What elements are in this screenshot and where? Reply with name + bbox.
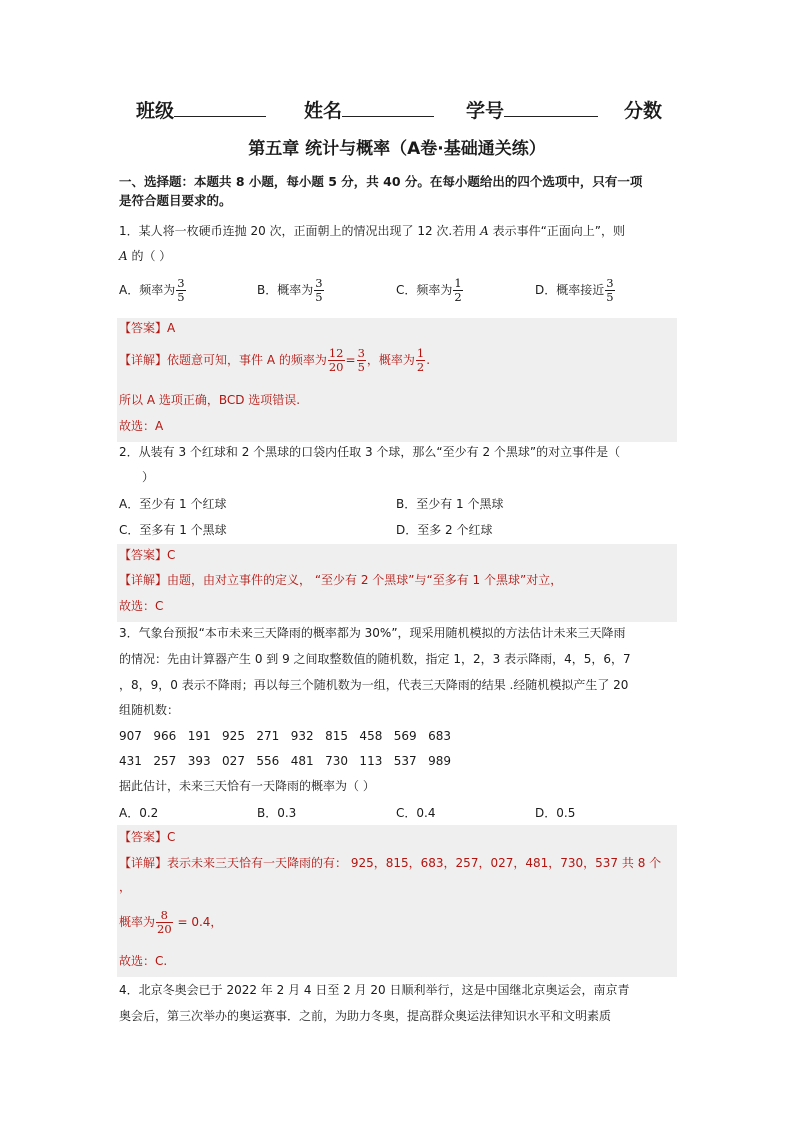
answer-value: C <box>167 830 176 844</box>
numerator: 3 <box>606 276 614 290</box>
q2-option-a[interactable]: A．至少有 1 个红球 <box>119 497 227 511</box>
denominator: 20 <box>328 360 344 374</box>
q3-line-1: 3．气象台预报“本市未来三天降雨的概率都为 30%”，现采用随机模拟的方法估计未来三天降雨 <box>119 626 626 640</box>
student-info-row <box>120 96 680 124</box>
class-blank[interactable] <box>174 96 266 117</box>
student-id-blank[interactable] <box>504 96 598 117</box>
class-label: 班级 <box>136 100 175 122</box>
q1-option-d[interactable] <box>535 277 616 304</box>
name-field[interactable] <box>304 96 342 123</box>
section-intro <box>119 172 679 210</box>
prob-text-a: 概率为 <box>119 915 156 929</box>
denominator: 5 <box>177 290 185 304</box>
denominator: 5 <box>315 290 323 304</box>
answer-tag: 【答案】 <box>119 830 168 844</box>
detail-text: 表示未来三天恰有一天降雨的有： 925，815，683，257，027，481，730，537 共 8 个 <box>167 856 662 870</box>
denominator: 5 <box>357 360 365 374</box>
q3-answer <box>119 829 175 845</box>
q2-answer <box>119 547 175 563</box>
q3-probability <box>119 909 222 936</box>
prob-text-b: = 0.4， <box>173 915 223 929</box>
answer-value: A <box>167 321 176 335</box>
q3-option-b[interactable]: B．0.3 <box>257 806 297 820</box>
answer-tag: 【答案】 <box>119 321 168 335</box>
denominator: 20 <box>157 922 172 936</box>
student-id-label: 学号 <box>466 100 505 122</box>
student-id-field[interactable] <box>466 96 504 123</box>
class-field[interactable] <box>136 96 174 123</box>
q3-line-3: ，8，9，0 表示不降雨；再以每三个随机数为一组，代表三天降雨的结果 .经随机模拟产生了 20 <box>119 678 629 692</box>
q1-event-a: A <box>480 224 489 238</box>
q1-line-2 <box>119 248 171 264</box>
detail-tag: 【详解】 <box>119 573 168 587</box>
q1-text-a: 1．某人将一枚硬币连抛 20 次，正面朝上的情况出现了 12 次.若用 <box>119 224 481 238</box>
q3-random-numbers-2: 431 257 393 027 556 481 730 113 537 989 <box>119 754 452 768</box>
score-label: 分数 <box>624 100 663 122</box>
numerator: 12 <box>328 346 344 360</box>
q2-detail <box>119 572 562 588</box>
q1-choose: 故选：A <box>119 419 164 433</box>
q1-text-c: 的（ ） <box>127 249 172 263</box>
equals-sign: = <box>345 353 356 367</box>
q2-option-b[interactable]: B．至少有 1 个黑球 <box>396 497 504 511</box>
q1-option-c-text: C．频率为 <box>396 283 453 297</box>
q3-choose: 故选：C. <box>119 954 168 968</box>
numerator: 3 <box>357 346 365 360</box>
name-label: 姓名 <box>304 100 343 122</box>
q1-answer <box>119 320 175 336</box>
fraction-3-5 <box>314 277 323 304</box>
detail-text: 由题，由对立事件的定义， “至少有 2 个黑球”与“至多有 1 个黑球”对立， <box>167 573 563 587</box>
detail-text-a: 依题意可知，事件 A 的频率为 <box>167 353 327 367</box>
fraction-3-5 <box>176 277 185 304</box>
q2-choose: 故选：C <box>119 599 164 613</box>
detail-text-b: ，概率为 <box>366 353 415 367</box>
q1-option-d-text: D．概率接近 <box>535 283 605 297</box>
q3-random-numbers-1: 907 966 191 925 271 932 815 458 569 683 <box>119 729 452 743</box>
period: . <box>426 353 431 367</box>
numerator: 3 <box>315 276 323 290</box>
q1-line-1 <box>119 223 625 239</box>
q1-option-c[interactable] <box>396 277 464 304</box>
page-title: 第五章 统计与概率（A卷·基础通关练） <box>248 139 546 159</box>
q1-option-a[interactable] <box>119 277 187 304</box>
q1-event-a-2: A <box>119 249 128 263</box>
denominator: 2 <box>454 290 462 304</box>
q4-line-1: 4．北京冬奥会已于 2022 年 2 月 4 日至 2 月 20 日顺利举行，这是中国继北京奥运会，南京青 <box>119 983 630 997</box>
fraction-3-5 <box>605 277 614 304</box>
q1-option-a-text: A．频率为 <box>119 283 176 297</box>
q3-option-c[interactable]: C．0.4 <box>396 806 436 820</box>
q1-option-b-text: B．概率为 <box>257 283 314 297</box>
numerator: 3 <box>177 276 185 290</box>
q3-line-5: 据此估计，未来三天恰有一天降雨的概率为（ ） <box>119 779 375 793</box>
denominator: 5 <box>606 290 614 304</box>
detail-tag: 【详解】 <box>119 353 168 367</box>
section-intro-line-2: 是符合题目要求的。 <box>119 193 232 208</box>
q1-detail <box>119 347 430 374</box>
q2-line-1: 2．从装有 3 个红球和 2 个黑球的口袋内任取 3 个球，那么“至少有 2 个黑球”的对立事件是（ <box>119 445 621 459</box>
q3-answer-box <box>117 825 677 977</box>
name-blank[interactable] <box>342 96 434 117</box>
q1-option-b[interactable] <box>257 277 325 304</box>
q2-line-2: ） <box>142 470 155 484</box>
q3-line-2: 的情况：先由计算器产生 0 到 9 之间取整数值的随机数，指定 1，2，3 表示降雨，4，5，6，7 <box>119 652 631 666</box>
q3-detail <box>119 855 661 871</box>
q1-answer-box <box>117 318 677 442</box>
q3-line-4: 组随机数： <box>119 703 180 717</box>
numerator: 8 <box>156 909 173 923</box>
fraction-3-5 <box>357 347 366 374</box>
fraction-1-2 <box>416 347 425 374</box>
fraction-12-20 <box>328 347 345 374</box>
q2-option-d[interactable]: D．至多 2 个红球 <box>396 523 493 537</box>
denominator: 2 <box>416 360 425 374</box>
numerator: 1 <box>416 346 425 360</box>
answer-value: C <box>167 548 176 562</box>
q1-explain: 所以 A 选项正确，BCD 选项错误. <box>119 393 301 407</box>
q3-detail-cont: ， <box>119 880 132 894</box>
answer-tag: 【答案】 <box>119 548 168 562</box>
detail-tag: 【详解】 <box>119 856 168 870</box>
q2-option-c[interactable]: C．至多有 1 个黑球 <box>119 523 227 537</box>
q4-line-2: 奥会后，第三次举办的奥运赛事．之前，为助力冬奥，提高群众奥运法律知识水平和文明素质 <box>119 1009 612 1023</box>
q1-text-b: 表示事件“正面向上”，则 <box>488 224 625 238</box>
numerator: 1 <box>454 276 462 290</box>
fraction-1-2 <box>453 277 462 304</box>
q3-option-d[interactable]: D．0.5 <box>535 806 576 820</box>
fraction-8-20 <box>156 909 173 936</box>
section-intro-line-1: 一、选择题：本题共 8 小题，每小题 5 分，共 40 分。在每小题给出的四个选项中，只有一项 <box>119 174 643 189</box>
q3-option-a[interactable]: A．0.2 <box>119 806 159 820</box>
